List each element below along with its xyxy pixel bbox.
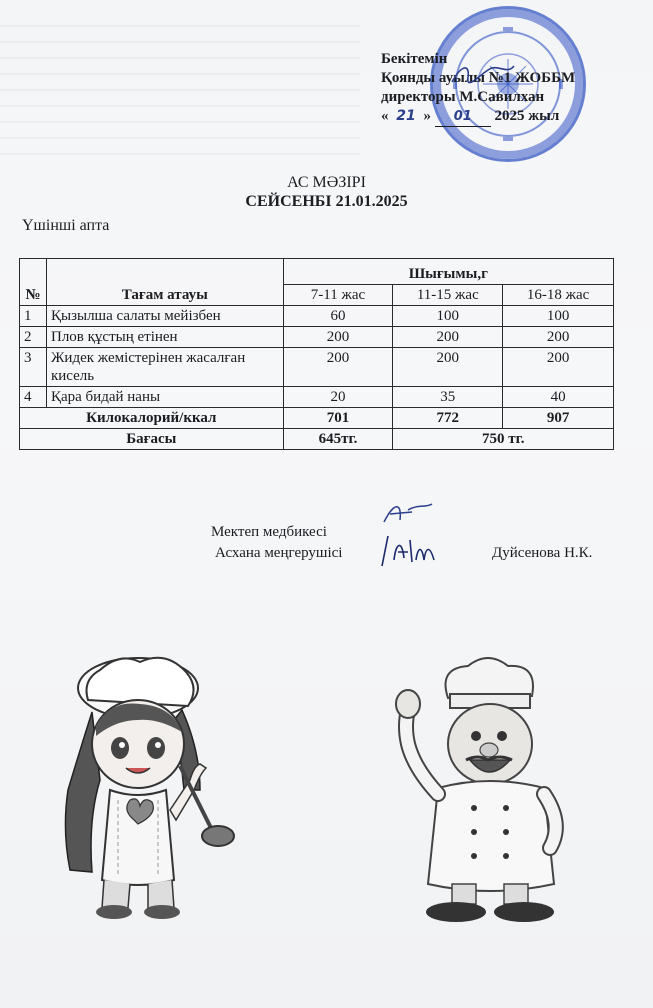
kcal-value: 701 [283, 408, 393, 429]
price-old: 750 тг. [393, 429, 614, 450]
price-row [20, 429, 614, 450]
age-group: 11-15 жас [393, 285, 503, 306]
kcal-value: 907 [503, 408, 614, 429]
header-number: № [20, 259, 47, 306]
chef-illustration [378, 648, 588, 938]
canteen-signature [372, 530, 442, 570]
table-row: 4 Қара бидай наны 20 35 40 [20, 387, 614, 408]
canteen-label: Асхана меңгерушісі [215, 545, 343, 561]
menu-table [19, 258, 614, 450]
age-group: 16-18 жас [503, 285, 614, 306]
school-name: Қоянды ауылы №1 ЖОББМ [381, 70, 576, 86]
dish-name: Қызылша салаты мейізбен [46, 306, 283, 327]
table-row: 2 Плов құстың етінен 200 200 200 [20, 327, 614, 348]
header-output: Шығымы,г [283, 259, 613, 285]
date-month: 01 [435, 107, 491, 127]
director-signature [448, 60, 518, 90]
nurse-label: Мектеп медбикесі [211, 524, 327, 540]
bleed-through-text [0, 25, 360, 155]
approval-date: « 21 » 01 2025 жыл [381, 107, 641, 127]
approval-label: Бекітемін [381, 51, 448, 67]
kcal-label: Килокалорий/ккал [20, 408, 284, 429]
header-dish-name: Тағам атауы [46, 259, 283, 306]
canteen-manager-name: Дуйсенова Н.К. [492, 545, 593, 561]
menu-day-date: СЕЙСЕНБІ 21.01.2025 [245, 193, 408, 210]
girl-cook-illustration [40, 640, 250, 940]
dish-name: Жидек жемістерінен жасалған кисель [46, 348, 283, 387]
date-day: 21 [396, 108, 416, 124]
age-group: 7-11 жас [283, 285, 393, 306]
dish-name: Қара бидай наны [46, 387, 283, 408]
dish-name: Плов құстың етінен [46, 327, 283, 348]
director-name: директоры М.Савилхан [381, 89, 545, 105]
table-header-row [20, 259, 614, 285]
kcal-value: 772 [393, 408, 503, 429]
week-label: Үшінші апта [22, 217, 110, 234]
kcal-row [20, 408, 614, 429]
date-year: 2025 жыл [494, 108, 560, 124]
price-young: 645тг. [283, 429, 393, 450]
nurse-signature [378, 500, 438, 530]
table-row: 1 Қызылша салаты мейізбен 60 100 100 [20, 306, 614, 327]
menu-title: АС МӘЗІРІ [287, 174, 366, 191]
table-row: 3 Жидек жемістерінен жасалған кисель 200 200 200 [20, 348, 614, 387]
price-label: Бағасы [20, 429, 284, 450]
